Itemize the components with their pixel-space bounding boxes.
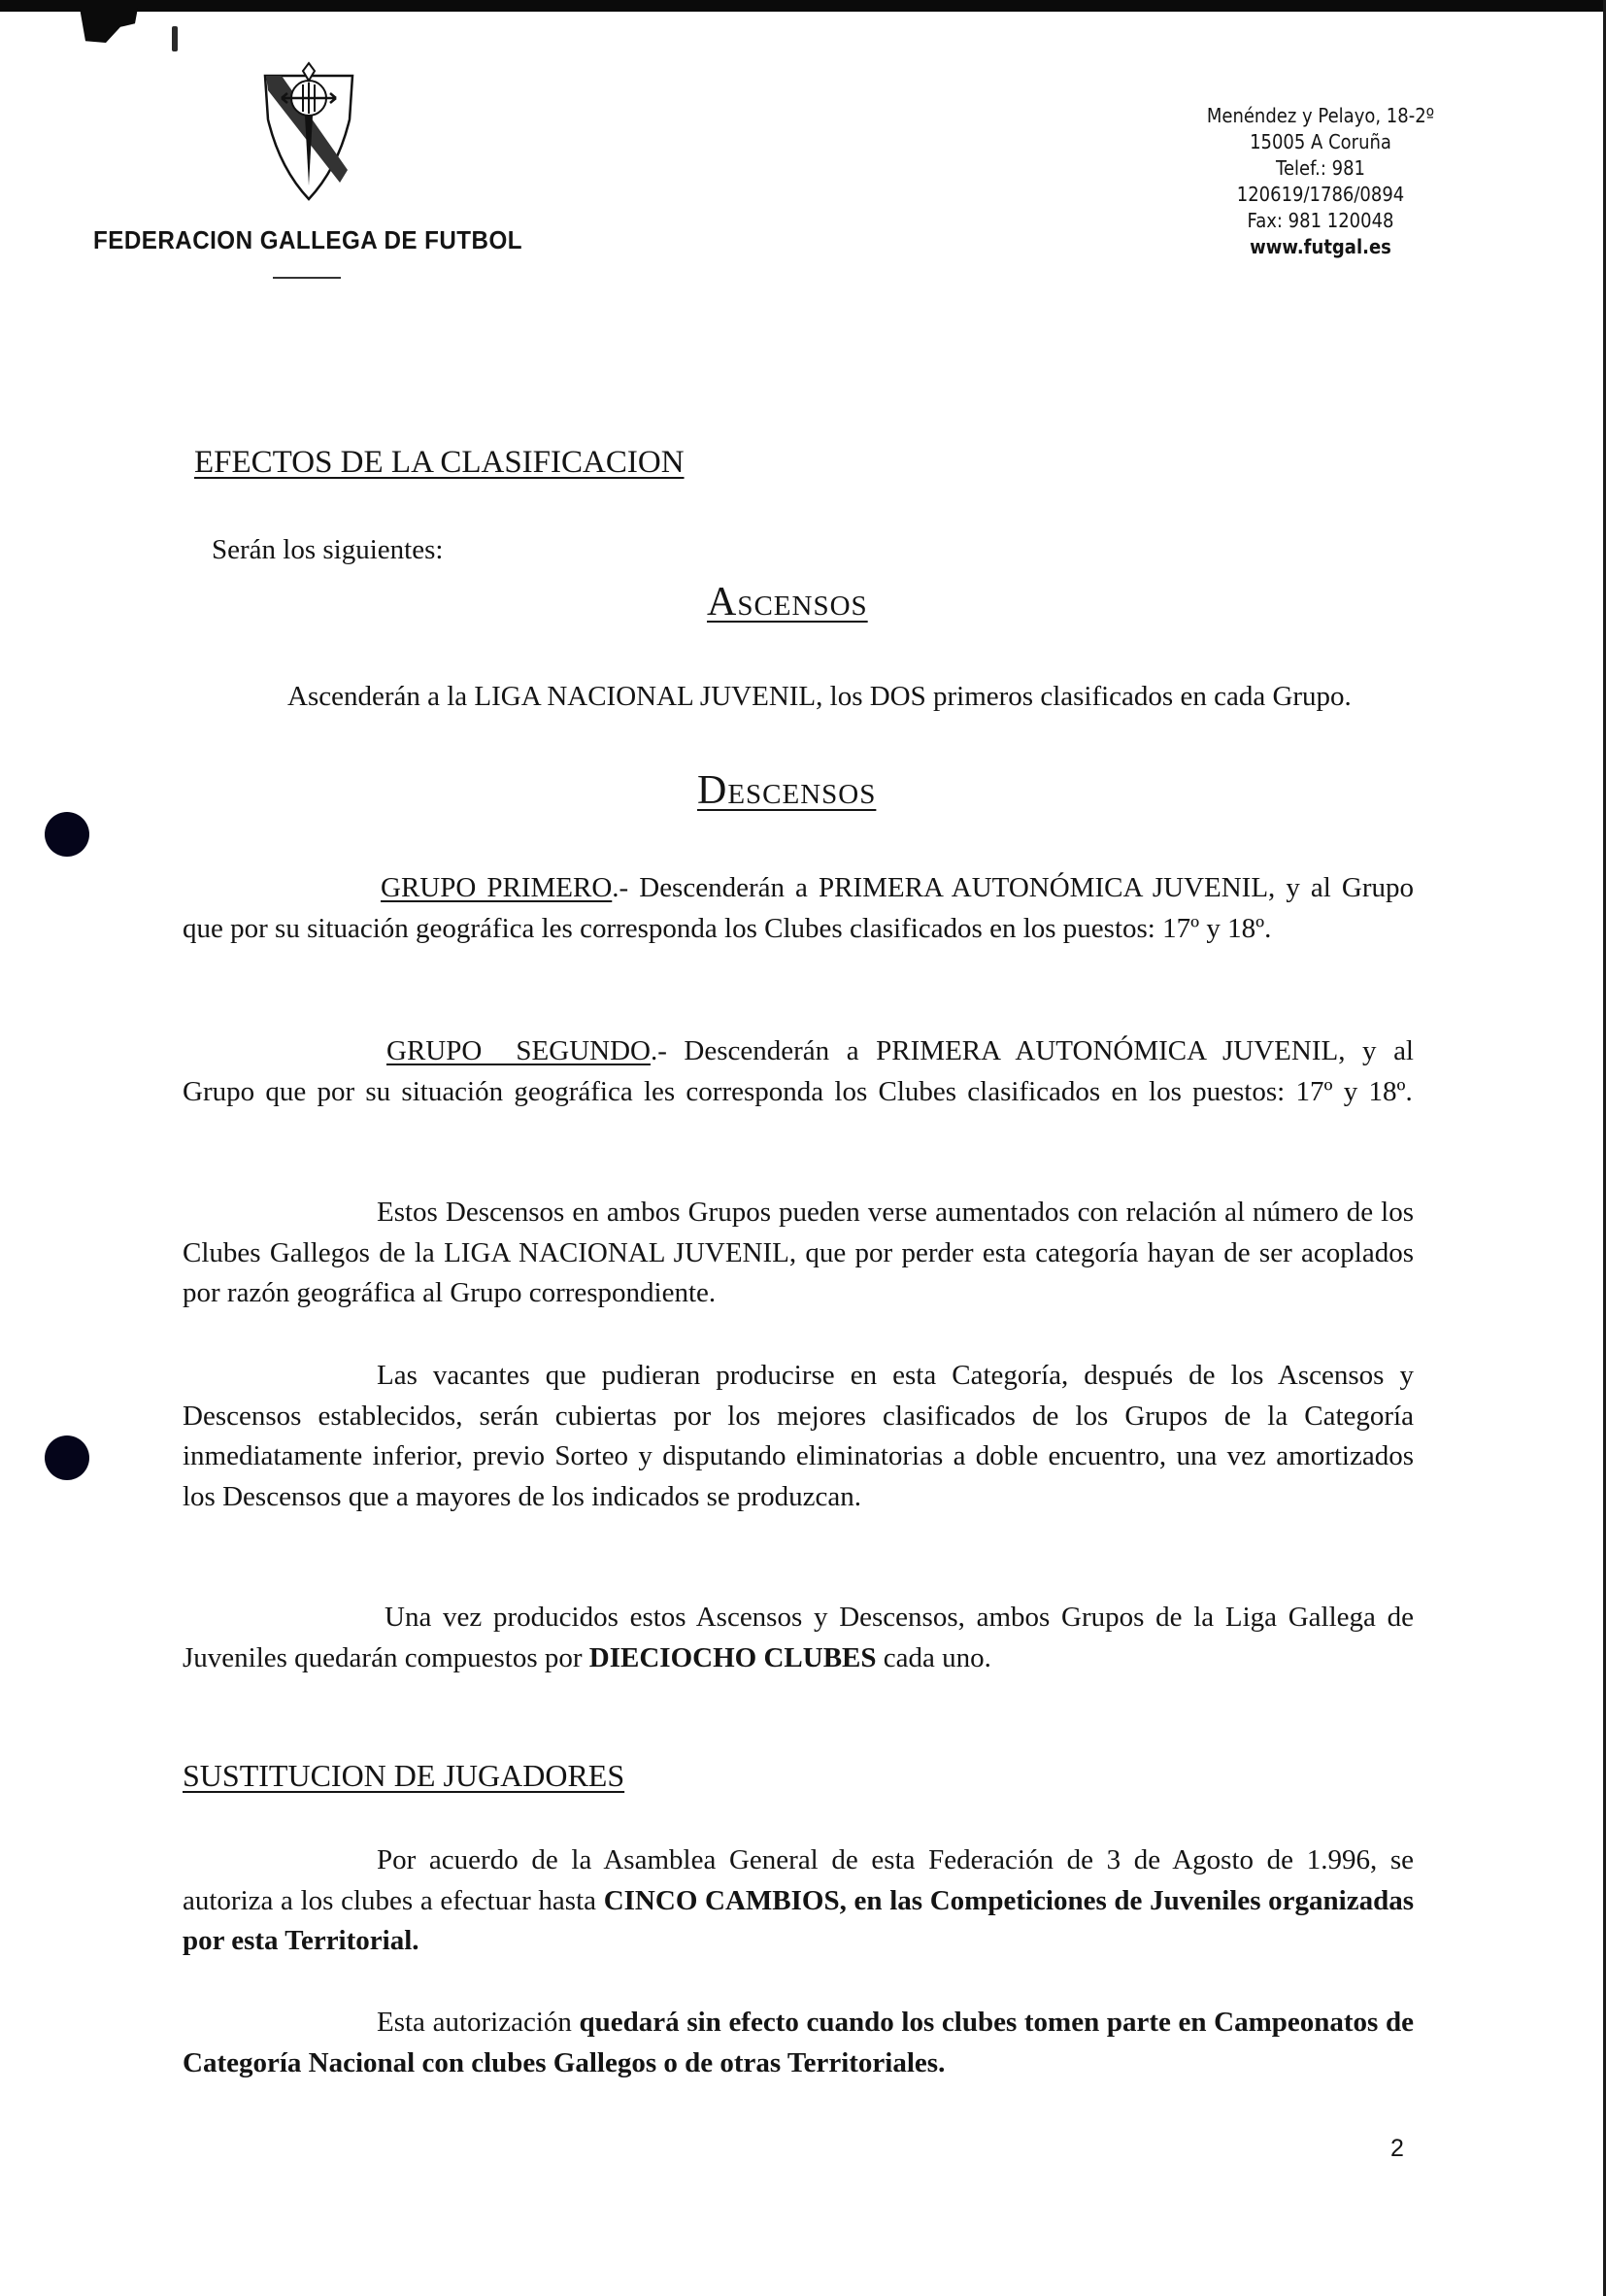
grupo-segundo-text: .- Descenderán a PRIMERA AUTONÓMICA JUVENIL, y al Grupo que por su situación geográfica les corresponda los Clubes clasificados en los puestos: 17º y 18º. [183,1035,1414,1107]
ascensos-text: Ascenderán a la LIGA NACIONAL JUVENIL, los DOS primeros clasificados en cada Grupo. [287,681,1352,712]
grupo-primero-text: .- Descenderán a PRIMERA AUTONÓMICA JUVENIL, y al Grupo que por su situación geográfica les corresponda los Clubes clasificados en los puestos: 17º y 18º. [183,872,1415,944]
grupo-primero-paragraph [183,868,1414,949]
paragraph-acuerdo [183,1840,1414,1962]
section-heading-efectos: EFECTOS DE LA CLASIFICACION [194,445,685,480]
address-street: Menéndez y Pelayo, 18-2º [1206,104,1435,127]
autorizacion-text: Esta autorización [377,2007,580,2038]
descensos-title: Descensos [697,768,877,813]
paragraph-vacantes: Las vacantes que pudieran producirse en esta Categoría, después de los Ascensos y Descensos establecidos, serán cubiertas por los mejores clasificados de los Grupos de la Categoría inmediatamente inferior, previo Sorteo y disputando eliminatorias a doble encuentro, una vez amortizados los Descensos que a mayores de los indicados se produzcan. [183,1360,1414,1512]
punch-hole-bottom [45,1435,89,1480]
letterhead-address [1189,103,1452,260]
intro-text: Serán los siguientes: [212,534,444,565]
composicion-tail: cada uno. [876,1641,991,1673]
section-heading-sustitucion: SUSTITUCION DE JUGADORES [183,1758,625,1793]
composicion-text: Una vez producidos estos Ascensos y Descensos, ambos Grupos de la Liga Gallega de Juveniles quedarán compuestos por [183,1602,1414,1673]
address-city: 15005 A Coruña [1250,130,1391,153]
divider [273,277,341,279]
address-phone: Telef.: 981 120619/1786/0894 [1236,156,1405,206]
paragraph-autorizacion [183,2003,1414,2083]
acuerdo-bold: CINCO CAMBIOS, en las Competiciones de Juveniles organizadas por esta Territorial. [183,1884,1414,1956]
scan-top-border [0,0,1606,12]
staple-mark [172,26,178,51]
autorizacion-bold: quedará sin efecto cuando los clubes tomen parte en Campeonatos de Categoría Nacional con clubes Gallegos o de otras Territoriales. [183,2007,1414,2078]
composicion-bold: DIECIOCHO CLUBES [588,1641,877,1673]
shield-crest-icon [260,61,357,202]
grupo-segundo-label: GRUPO SEGUNDO [386,1035,651,1066]
grupo-segundo-paragraph [183,1031,1414,1112]
scan-torn-corner [80,8,138,43]
grupo-primero-label: GRUPO PRIMERO [381,872,613,903]
paragraph-aumentos: Estos Descensos en ambos Grupos pueden verse aumentados con relación al número de los Clubes Gallegos de la LIGA NACIONAL JUVENIL, que por perder esta categoría hayan de ser acoplados por razón geográfica al Grupo correspondiente. [183,1197,1414,1308]
ascensos-title: Ascensos [707,580,868,625]
acuerdo-text: Por acuerdo de la Asamblea General de esta Federación de 3 de Agosto de 1.996, se autoriza a los clubes a efectuar hasta [183,1844,1414,1916]
organization-name: FEDERACION GALLEGA DE FUTBOL [93,225,522,254]
page-number: 2 [1390,2135,1404,2162]
address-fax: Fax: 981 120048 [1247,209,1394,232]
website-link[interactable]: www.futgal.es [1250,235,1391,258]
paragraph-composicion [183,1598,1414,1678]
punch-hole-top [45,812,89,857]
